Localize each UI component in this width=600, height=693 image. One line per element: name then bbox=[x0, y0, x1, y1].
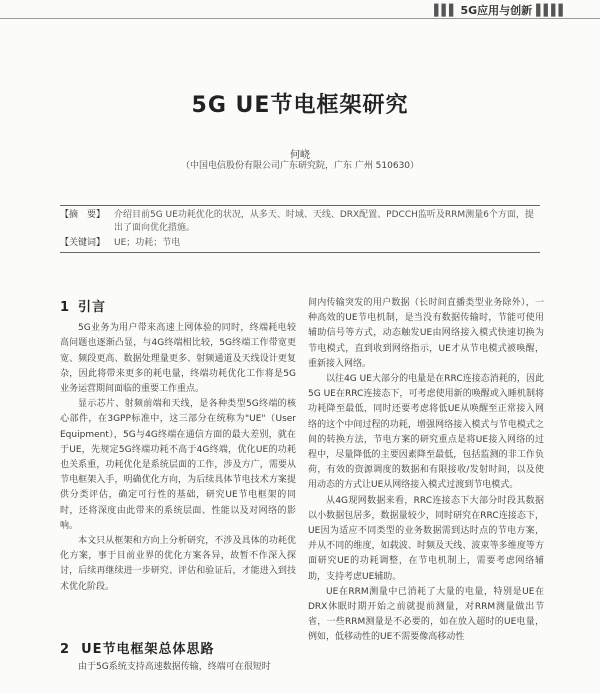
right-paragraph: 从4G现网数据来看，RRC连接态下大部分时段其数据以小数据包居多，数据量较少，同时研究在RRC连接态下，UE因为适应不同类型的业务数据需到达时点的节电方案，并从不同的维度，如载波、时频及天线、波束等多维度等方面研究UE的功耗调整，在节电机制上，需要考虑网络辅助，支持考虑UE辅助。 bbox=[308, 495, 544, 582]
paper-author: 何峣 bbox=[290, 150, 310, 161]
section-1-paragraph: 显示芯片、射频前端和天线，是各种类型5G终端的核心部件，在3GPP标准中，这三部分在统称为"UE"（User Equipment），5G与4G终端在通信方面的最大差别，就在于UE，先规定5G终端功耗不高于4G终端，优化UE的功耗也关系重，功耗优化是系统层面的工作，涉及方广，需要从节电框架入手，明确优化方向，为后续具体节电技术方案提供分类评估，确定可行性的基础，研究UE节电框架的同时，还将深度由此带来的系统层面、性能以及对网络的影响。 bbox=[60, 399, 296, 531]
section-1-paragraph: 本文只从框架和方向上分析研究，不涉及具体的功耗优化方案，事于目前业界的优化方案各异，故暂不作深入探讨，后续再继续进一步研究、评估和验证后，才能进入到技术优化阶段。 bbox=[60, 536, 296, 592]
right-paragraph: 以往4G UE大部分的电量是在RRC连接态消耗的，因此5G UE在RRC连接态下，可考虑使用新的唤醒或入睡机制将功耗降至最低，同时还要考虑将低UE从唤醒至正常接入网络的这个中间过程的功耗，增强网络接入模式与节电模式之间的转换方法，节电方案的研究重点是将UE接入网络的过程中，尽量降低的主要因素降至最低，包括监测的非工作负荷，有效的资源调度的数据和有限接收/发射时间，以及使用动态的方式让UE从网络接入模式过渡到节电模式。 bbox=[308, 374, 544, 491]
keywords-label: 【关键词】 bbox=[60, 238, 106, 248]
paper-affiliation: （中国电信股份有限公司广东研究院，广东 广州 510630） bbox=[180, 161, 420, 171]
header-bars-icon: ▌▌▌ bbox=[434, 3, 457, 17]
running-header-section bbox=[434, 2, 566, 18]
section-1-title: 引言 bbox=[78, 300, 107, 315]
running-header bbox=[0, 0, 600, 19]
section-1-heading bbox=[60, 300, 296, 315]
abstract-row bbox=[60, 209, 540, 235]
section-2-paragraph: 由于5G系统支持高速数据传输，终端可在很短时 bbox=[78, 662, 271, 672]
right-column bbox=[308, 296, 544, 646]
section-2-heading bbox=[60, 638, 296, 657]
paper-title: 5G UE节电框架研究 bbox=[191, 93, 409, 118]
keywords-text: UE；功耗；节电 bbox=[114, 238, 181, 248]
abstract-block bbox=[60, 205, 540, 253]
abstract-text: 介绍目前5G UE功耗优化的状况，从多天、时域、天线、DRX配置、PDCCH监听及RRM测量6个方面，提出了面向优化措施。 bbox=[114, 210, 534, 233]
section-1-number: 1 bbox=[60, 300, 71, 315]
abstract-label: 【摘 要】 bbox=[60, 210, 106, 220]
header-section-title: 5G应用与创新 bbox=[460, 4, 533, 17]
keywords-row bbox=[60, 237, 540, 250]
header-bars-icon-right: ▌▌▌▌ bbox=[536, 3, 566, 17]
left-column bbox=[60, 300, 296, 595]
right-paragraph: 间内传输突发的用户数据（长时间直播类型业务除外），一种高效的UE节电机制，是当没有数据传输时，节能可使用辅助信号等方式，动态触发UE由网络接入模式快速切换为节电模式，直到收到网络指示，UE才从节电模式被唤醒，重新接入网络。 bbox=[308, 298, 544, 369]
section-2-title: UE节电框架总体思路 bbox=[81, 642, 215, 657]
right-paragraph: UE在RRM测量中已消耗了大量的电量，特别是UE在DRX休眠时期开始之前就提前测量，对RRM测量做出节省，一些RRM测量是不必要的，如在放入超时的UE电量，例如，低移动性的UE不需要像高移动性 bbox=[308, 586, 544, 643]
section-1-paragraph: 5G业务为用户带来高速上网体验的同时，终端耗电较高问题也逐渐凸显，与4G终端相比较，5G终端工作带宽更宽、频段更高、数据处理量更多、射频通道及天线设计更复杂，因此将带来更多的耗电量，终端功耗优化工作将是5G业务运营期间面临的重要工作重点。 bbox=[60, 323, 296, 395]
section-2-number: 2 bbox=[60, 642, 71, 657]
